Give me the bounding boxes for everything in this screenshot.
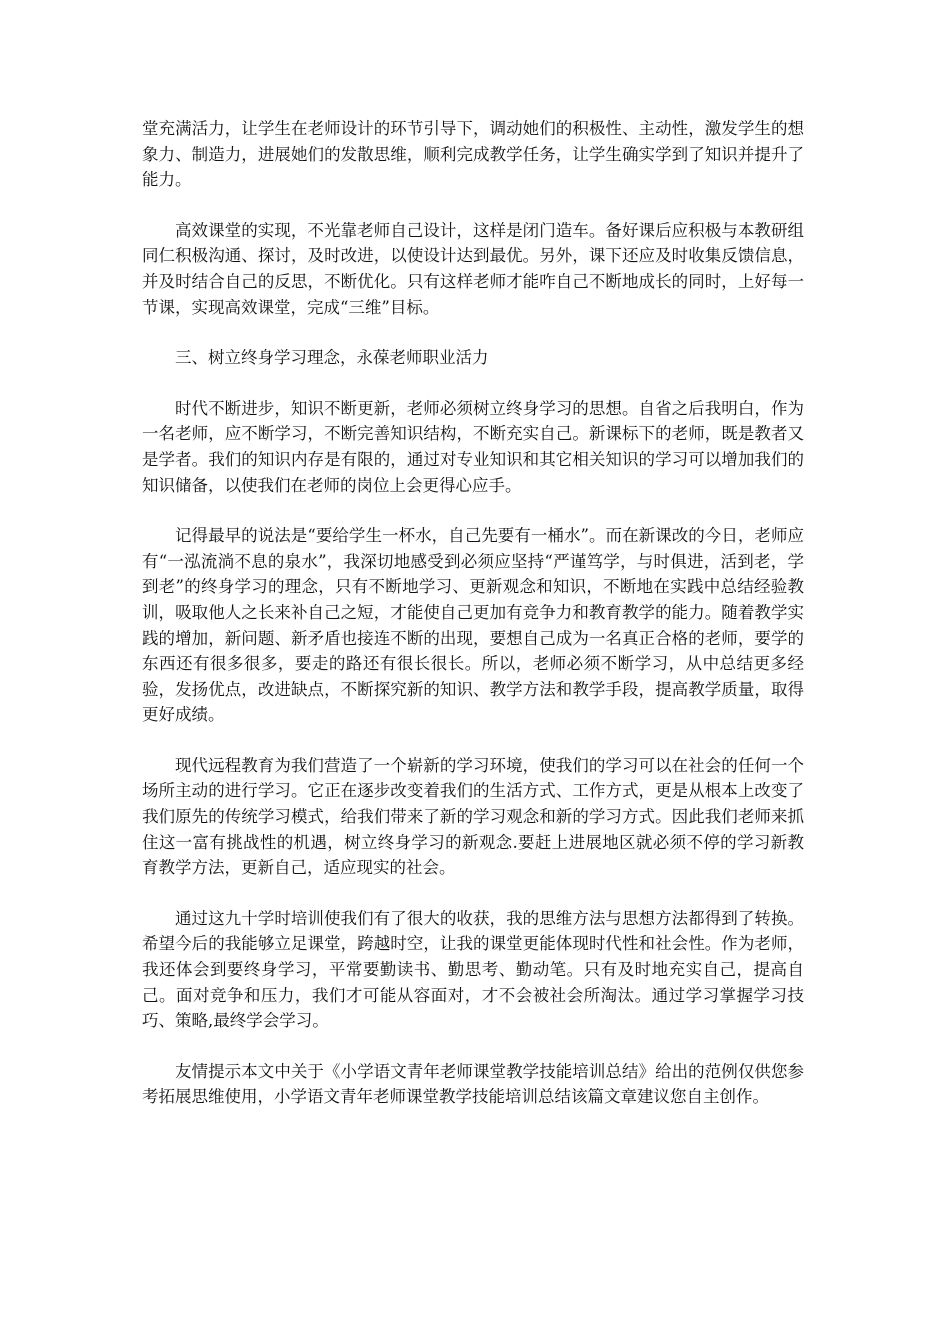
paragraph-knowledge-update: 时代不断进步，知识不断更新，老师必须树立终身学习的思想。自省之后我明白，作为一名老师，应不断学习，不断完善知识结构，不断充实自己。新课标下的老师，既是教者又是学者。我们的知识内存是有限的，通过对专业知识和其它相关知识的学习可以增加我们的知识储备，以使我们在老师的岗位上会更得心应手。	[142, 398, 804, 495]
paragraph-bucket-of-water: 记得最早的说法是“要给学生一杯水，自己先要有一桶水”。而在新课改的今日，老师应有“一泓流淌不息的泉水”，我深切地感受到必须应坚持“严谨笃学，与时俱进，活到老，学到老”的终身学习的理念，只有不断地学习、更新观念和知识，不断地在实践中总结经验教训，吸取他人之长来补自己之短，才能使自己更加有竞争力和教育教学的能力。随着教学实践的增加，新问题、新矛盾也接连不断的出现，要想自己成为一名真正合格的老师，要学的东西还有很多很多，要走的路还有很长很长。所以，老师必须不断学习，从中总结更多经验，发扬优点，改进缺点，不断探究新的知识、教学方法和教学手段，提高教学质量，取得更好成绩。	[142, 526, 804, 725]
paragraph-friendly-notice: 友情提示本文中关于《小学语文青年老师课堂教学技能培训总结》给出的范例仅供您参考拓展思维使用，小学语文青年老师课堂教学技能培训总结该篇文章建议您自主创作。	[142, 1061, 804, 1107]
paragraph-continuation: 堂充满活力，让学生在老师设计的环节引导下，调动她们的积极性、主动性，激发学生的想象力、制造力，进展她们的发散思维，顺利完成教学任务，让学生确实学到了知识并提升了能力。	[142, 119, 804, 190]
paragraph-training-gains: 通过这九十学时培训使我们有了很大的收获，我的思维方法与思想方法都得到了转换。希望今后的我能够立足课堂，跨越时空，让我的课堂更能体现时代性和社会性。作为老师，我还体会到要终身学习，平常要勤读书、勤思考、勤动笔。只有及时地充实自己，提高自己。面对竞争和压力，我们才可能从容面对，才不会被社会所淘汰。通过学习掌握学习技巧、策略,最终学会学习。	[142, 908, 804, 1031]
document-body	[142, 116, 804, 1135]
section-heading-lifelong-learning: 三、树立终身学习理念，永葆老师职业活力	[175, 348, 489, 368]
paragraph-distance-education: 现代远程教育为我们营造了一个崭新的学习环境，使我们的学习可以在社会的任何一个场所主动的进行学习。它正在逐步改变着我们的生活方式、工作方式，更是从根本上改变了我们原先的传统学习模式，给我们带来了新的学习观念和新的学习方式。因此我们老师来抓住这一富有挑战性的机遇，树立终身学习的新观念.要赶上进展地区就必须不停的学习新教育教学方法，更新自己，适应现实的社会。	[142, 755, 804, 878]
paragraph-efficient-classroom: 高效课堂的实现，不光靠老师自己设计，这样是闭门造车。备好课后应积极与本教研组同仁积极沟通、探讨，及时改进，以使设计达到最优。另外，课下还应及时收集反馈信息，并及时结合自己的反思，不断优化。只有这样老师才能咋自己不断地成长的同时，上好每一节课，实现高效课堂，完成“三维”目标。	[142, 220, 804, 317]
